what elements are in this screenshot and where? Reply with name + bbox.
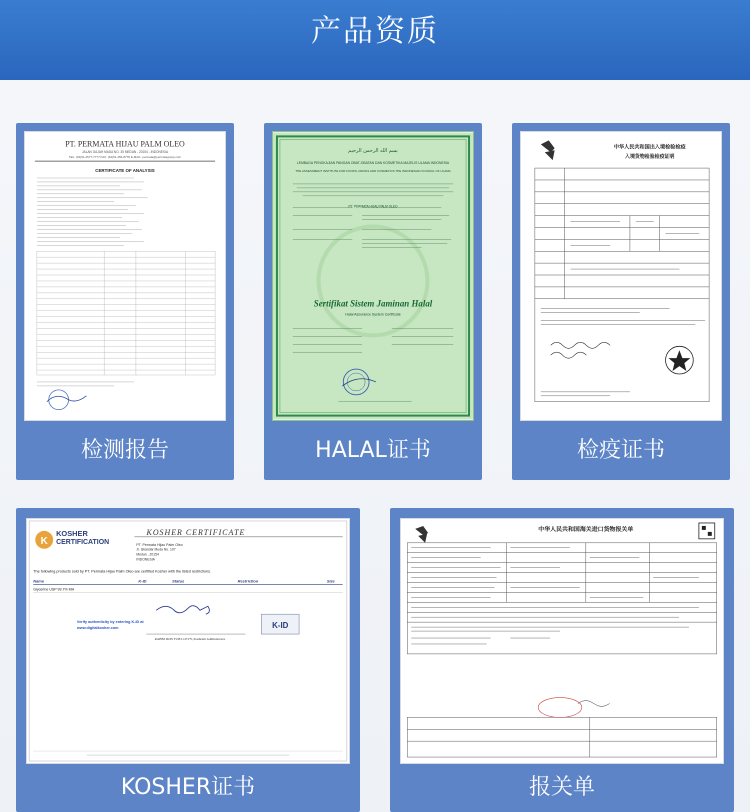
- halal-company: PT. PERMATA HIJAU PALM OLEO: [348, 204, 398, 209]
- kosher-badge-k: K: [40, 535, 48, 547]
- kosher-verify-text: Verify authenticity by entering K-ID at: [76, 620, 144, 625]
- kosher-col-kid: K-ID: [138, 578, 147, 584]
- test-report-document: [24, 131, 226, 421]
- kosher-badge-line2: CERTIFICATION: [56, 538, 110, 546]
- page-title: 产品资质: [311, 14, 439, 49]
- halal-document: [272, 131, 474, 421]
- card-label-halal: HALAL证书: [315, 438, 431, 463]
- card-halal-certificate[interactable]: [264, 123, 482, 480]
- header-banner: [0, 0, 750, 80]
- kosher-badge-line1: KOSHER: [56, 528, 88, 538]
- quarantine-image: [521, 132, 721, 420]
- test-report-image: [25, 132, 225, 420]
- kosher-document: [26, 518, 350, 764]
- halal-org-en: THE ASSESSMENT INSTITUTE FOR FOODS, DRUGS AND COSMETICS THE INDONESIAN COUNCIL OF ULAMA: [295, 169, 451, 174]
- card-label-quarantine: 检疫证书: [576, 438, 665, 463]
- test-report-contact: TEL: (62)61-4577-7777 FAX: (62)61-456-8778 E-MAIL: permata@permatagroup.com: [68, 155, 182, 160]
- quarantine-title: 中华人民共和国出入境检验检疫: [613, 144, 686, 151]
- halal-subtitle: Halal Assurance System Certificate: [345, 312, 401, 317]
- certificates-section: [0, 80, 750, 812]
- svg-text:K-ID: K-ID: [272, 621, 289, 631]
- card-quarantine-certificate[interactable]: [512, 123, 730, 480]
- kosher-company: PT. Permata Hijau Palm Oleo: [136, 542, 183, 547]
- halal-arabic-basmala: بسم الله الرحمن الرحيم: [348, 148, 398, 155]
- halal-image: [273, 132, 473, 420]
- customs-document: [400, 518, 724, 764]
- card-test-report[interactable]: [16, 123, 234, 480]
- kosher-cert-title: KOSHER CERTIFICATE: [146, 527, 246, 537]
- card-label-customs: 报关单: [528, 775, 595, 800]
- test-report-address: JALAN GAJAH MADA NO. 35 MEDAN - 20154 - INDONESIA: [82, 150, 168, 155]
- kosher-col-restriction: Restriction: [237, 578, 259, 584]
- quarantine-subtitle: 入境货物检验检疫证明: [625, 154, 675, 161]
- kosher-signatory: RABBI DON YOEL LEVY, Kashruth Administrator: [154, 637, 226, 642]
- kosher-image: [27, 519, 349, 763]
- kosher-verify-site: www.digitalkosher.com: [76, 626, 119, 631]
- halal-org: LEMBAGA PENGKAJIAN PANGAN OBAT-OBATAN DAN KOSMETIKA MAJELIS ULAMA INDONESIA: [296, 161, 450, 166]
- kosher-address-1: Jl. Iskandar Muda No. 107: [136, 547, 176, 552]
- customs-title: 中华人民共和国海关进口货物报关单: [538, 525, 634, 533]
- kosher-col-size: Size: [326, 578, 335, 584]
- kosher-intro: The following products sold by PT. Permata Hijau Palm Oleo are certified Kosher with the listed restrictions.: [33, 569, 212, 574]
- card-customs-declaration[interactable]: [390, 508, 734, 812]
- kosher-address-2: Medan , 20154: [136, 552, 159, 557]
- kosher-col-status: Status: [172, 578, 185, 584]
- card-label-kosher: KOSHER证书: [120, 775, 256, 800]
- halal-title: Sertifikat Sistem Jaminan Halal: [313, 298, 433, 309]
- kosher-col-name: Name: [33, 578, 45, 584]
- card-label-test-report: 检测报告: [80, 438, 169, 463]
- quarantine-document: [520, 131, 722, 421]
- card-kosher-certificate[interactable]: [16, 508, 360, 812]
- test-report-heading: CERTIFICATE OF ANALYSIS: [95, 168, 155, 174]
- test-report-company: PT. PERMATA HIJAU PALM OLEO: [65, 139, 185, 149]
- customs-image: [401, 519, 723, 763]
- kosher-country: INDONESIA: [136, 557, 155, 562]
- kosher-product: Glycerine USP 99.7% MH: [33, 587, 75, 592]
